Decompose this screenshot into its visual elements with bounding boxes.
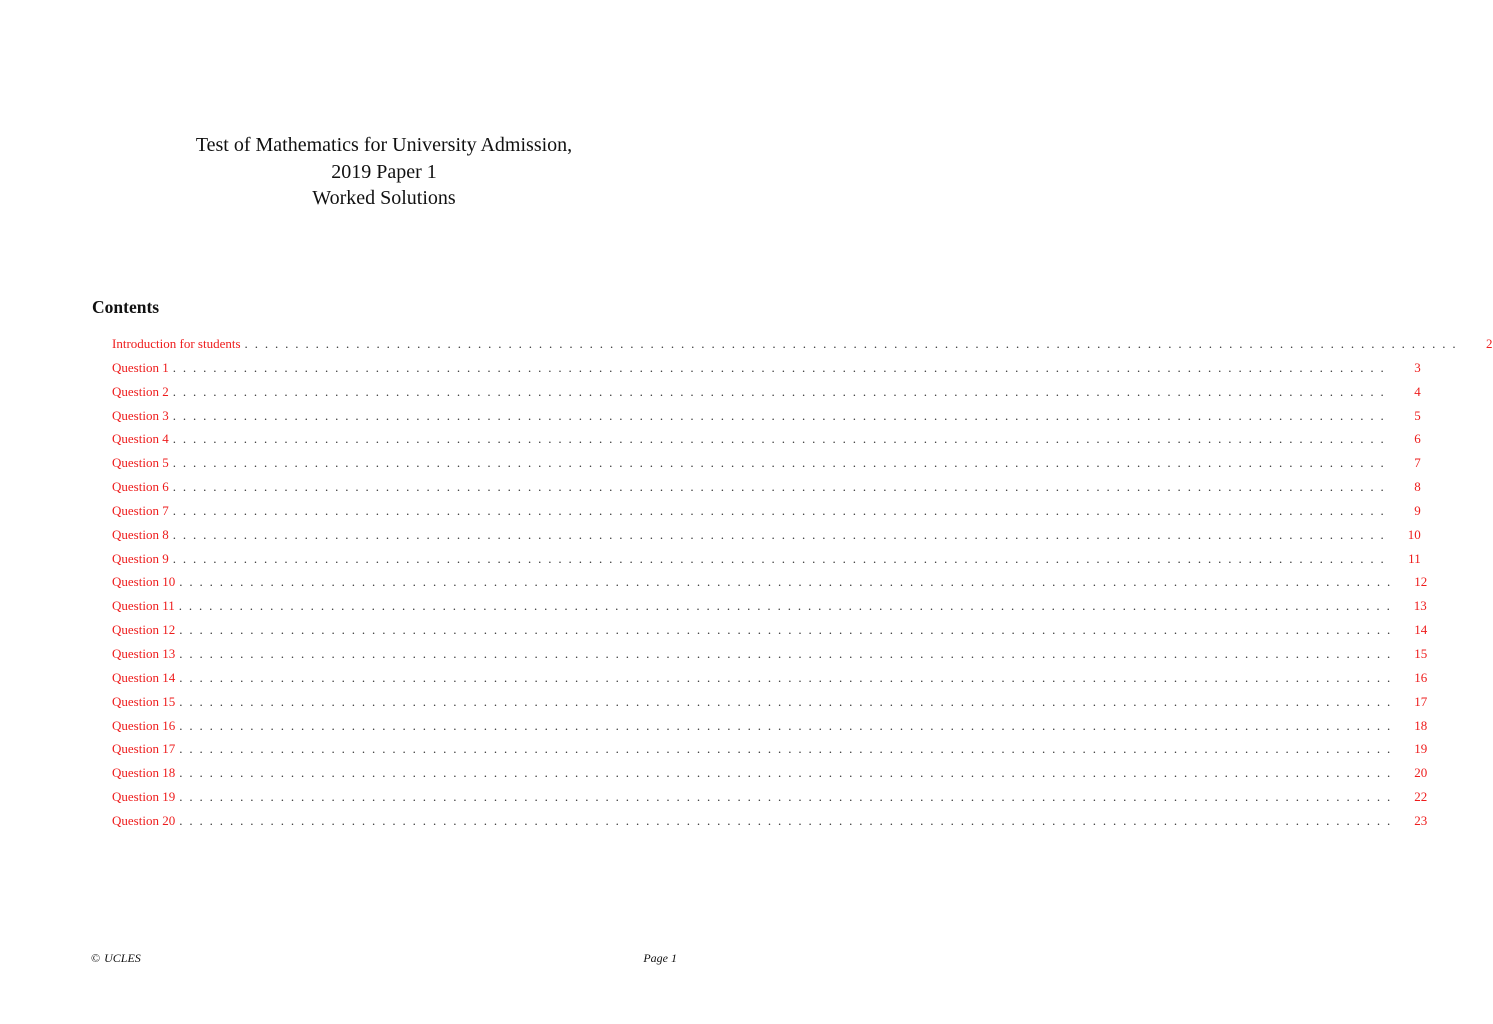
document-title — [0, 132, 768, 212]
toc-entry-label[interactable]: Question 11 — [112, 598, 175, 614]
toc-entry[interactable] — [112, 598, 1427, 622]
toc-leader-dots: ........................................................................................................................ — [179, 717, 1398, 733]
title-line-1: Test of Mathematics for University Admission, — [195, 134, 573, 156]
contents-heading: Contents — [92, 297, 160, 317]
toc-entry-label[interactable]: Question 2 — [112, 383, 169, 399]
toc-entry-page[interactable]: 20 — [1414, 765, 1428, 781]
toc-entry-label[interactable]: Question 15 — [112, 693, 176, 709]
toc-entry-page[interactable]: 17 — [1414, 693, 1428, 709]
toc-entry-page[interactable]: 2 — [1486, 336, 1493, 351]
toc-entry-label[interactable]: Question 12 — [112, 622, 176, 638]
toc-leader-dots: ........................................................................................................................ — [172, 359, 1391, 375]
toc-entry[interactable] — [112, 812, 1428, 837]
toc-entry[interactable] — [112, 431, 1421, 455]
toc-entry-label[interactable]: Question 4 — [112, 431, 169, 447]
toc-entry-page[interactable]: 10 — [1407, 526, 1421, 542]
toc-entry-label[interactable]: Question 13 — [112, 645, 176, 661]
toc-entry[interactable] — [112, 455, 1421, 479]
toc-entry[interactable] — [112, 502, 1421, 527]
toc-entry[interactable] — [112, 669, 1428, 694]
toc-entry[interactable] — [112, 336, 1493, 360]
toc-entry-page[interactable]: 7 — [1414, 455, 1421, 471]
toc-entry-label[interactable]: Question 7 — [112, 502, 169, 518]
toc-leader-dots: ........................................................................................................................ — [172, 431, 1391, 447]
toc-entry[interactable] — [112, 383, 1421, 408]
toc-entry-page[interactable]: 3 — [1414, 359, 1421, 375]
toc-leader-dots: ........................................................................................................................ — [172, 479, 1391, 495]
toc-entry-label[interactable]: Question 17 — [112, 741, 176, 757]
toc-leader-dots: ........................................................................................................................ — [179, 812, 1398, 828]
toc-entry[interactable] — [112, 645, 1428, 670]
toc-entry-label[interactable]: Question 19 — [112, 789, 176, 805]
toc-entry-page[interactable]: 11 — [1408, 550, 1421, 566]
toc-entry-page[interactable]: 12 — [1414, 574, 1428, 590]
toc-entry-page[interactable]: 9 — [1414, 502, 1421, 518]
toc-leader-dots: ........................................................................................................................ — [172, 455, 1391, 471]
toc-leader-dots: ........................................................................................................................ — [172, 407, 1391, 423]
toc-entry[interactable] — [112, 717, 1428, 742]
toc-entry-label[interactable]: Question 6 — [112, 479, 169, 495]
toc-entry-page[interactable]: 22 — [1414, 789, 1428, 805]
toc-entry-page[interactable]: 13 — [1413, 598, 1427, 614]
toc-entry[interactable] — [112, 359, 1421, 384]
toc-entry[interactable] — [112, 526, 1421, 551]
toc-entry-label[interactable]: Question 18 — [112, 765, 176, 781]
toc-leader-dots: ........................................................................................................................ — [178, 598, 1397, 614]
toc-entry[interactable] — [112, 741, 1428, 765]
toc-entry-label[interactable]: Question 9 — [112, 550, 169, 566]
toc-entry-label[interactable]: Question 20 — [112, 812, 176, 828]
toc-entry[interactable] — [112, 693, 1428, 718]
table-of-contents — [112, 336, 1493, 837]
toc-leader-dots: ........................................................................................................................ — [179, 622, 1398, 638]
toc-entry-page[interactable]: 23 — [1414, 812, 1428, 828]
toc-entry-page[interactable]: 14 — [1414, 622, 1428, 638]
toc-entry-page[interactable]: 19 — [1414, 741, 1428, 757]
toc-entry-label[interactable]: Question 8 — [112, 526, 169, 542]
toc-entry-page[interactable]: 15 — [1414, 645, 1428, 661]
toc-leader-dots: ........................................................................................................................ — [172, 383, 1391, 399]
toc-entry-label[interactable]: Introduction for students — [112, 336, 241, 351]
copyright-icon: © — [91, 951, 101, 965]
toc-leader-dots: ........................................................................................................................ — [179, 765, 1398, 781]
toc-entry-page[interactable]: 5 — [1414, 407, 1421, 423]
toc-entry-page[interactable]: 18 — [1414, 717, 1428, 733]
toc-leader-dots: ........................................................................................................................ — [172, 550, 1391, 566]
toc-entry[interactable] — [112, 622, 1428, 646]
toc-entry[interactable] — [112, 479, 1421, 503]
footer-copyright — [91, 951, 141, 966]
toc-entry[interactable] — [112, 574, 1428, 598]
toc-leader-dots: ........................................................................................................................ — [179, 741, 1398, 757]
toc-leader-dots: ........................................................................................................................ — [244, 336, 1463, 351]
toc-leader-dots: ........................................................................................................................ — [179, 574, 1398, 590]
toc-entry[interactable] — [112, 407, 1421, 432]
toc-entry-label[interactable]: Question 10 — [112, 574, 176, 590]
toc-leader-dots: ........................................................................................................................ — [172, 502, 1391, 518]
toc-leader-dots: ........................................................................................................................ — [179, 693, 1398, 709]
toc-entry-label[interactable]: Question 5 — [112, 455, 169, 471]
toc-entry[interactable] — [112, 765, 1428, 789]
footer-page-number: Page 1 — [643, 951, 677, 965]
toc-entry-label[interactable]: Question 3 — [112, 407, 169, 423]
toc-entry-page[interactable]: 4 — [1414, 383, 1421, 399]
toc-leader-dots: ........................................................................................................................ — [179, 669, 1398, 685]
title-line-2: 2019 Paper 1 — [331, 160, 437, 183]
toc-leader-dots: ........................................................................................................................ — [172, 526, 1391, 542]
title-line-3: Worked Solutions — [312, 187, 456, 209]
toc-leader-dots: ........................................................................................................................ — [179, 789, 1398, 805]
toc-entry-label[interactable]: Question 16 — [112, 717, 176, 733]
toc-entry-label[interactable]: Question 14 — [112, 669, 176, 685]
toc-entry-page[interactable]: 8 — [1414, 479, 1421, 495]
toc-entry-page[interactable]: 6 — [1414, 431, 1421, 447]
toc-entry-page[interactable]: 16 — [1414, 669, 1428, 685]
toc-entry[interactable] — [112, 550, 1421, 575]
toc-entry[interactable] — [112, 789, 1428, 813]
toc-entry-label[interactable]: Question 1 — [112, 359, 169, 375]
toc-leader-dots: ........................................................................................................................ — [179, 645, 1398, 661]
footer-owner: UCLES — [104, 951, 141, 965]
